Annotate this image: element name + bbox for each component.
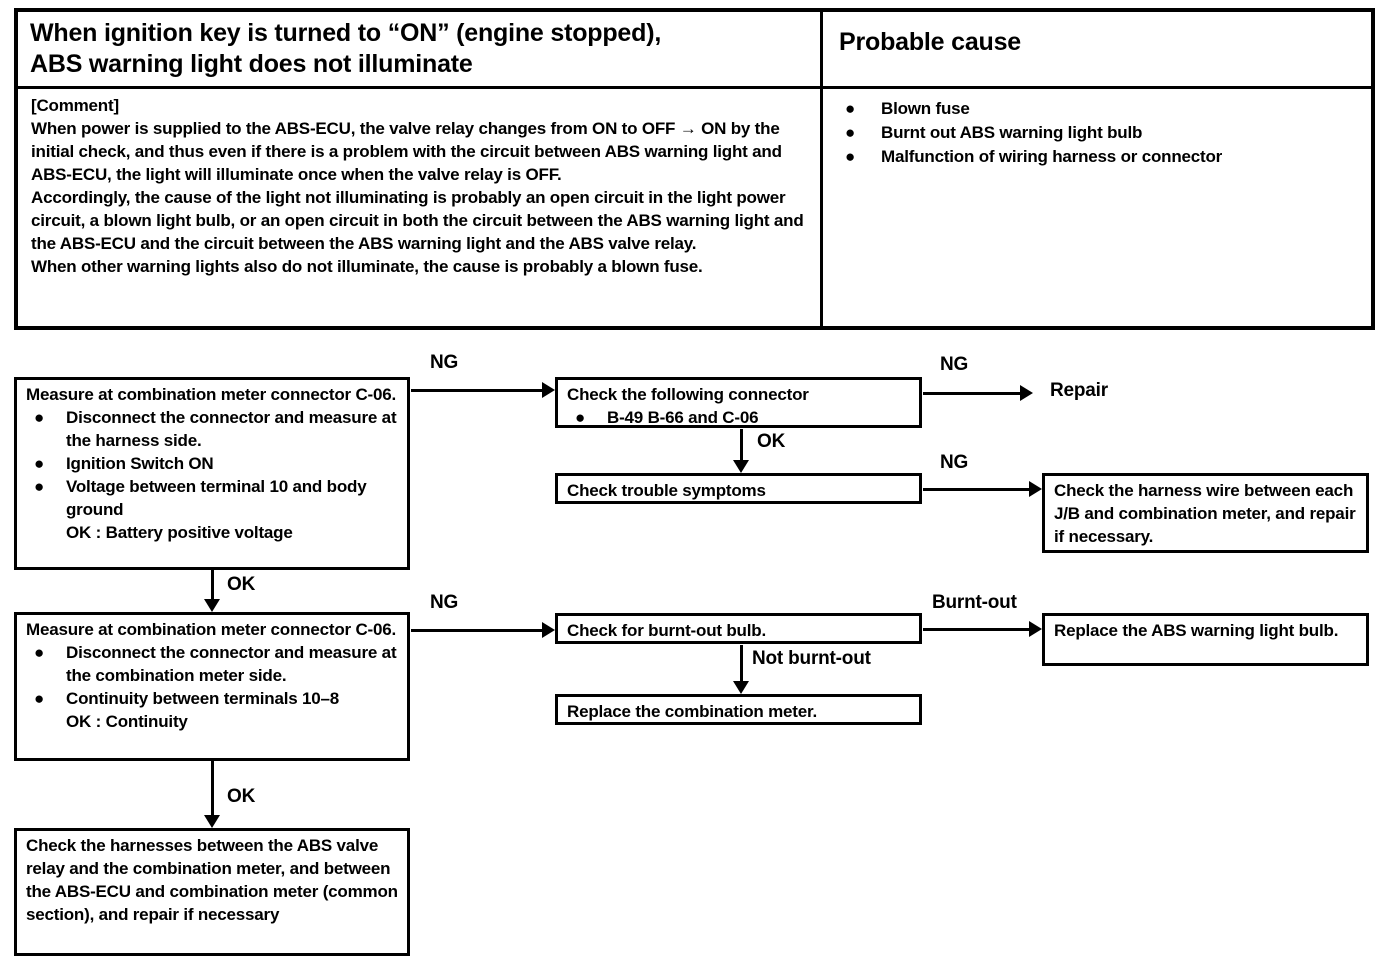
probable-cause-text: Burnt out ABS warning light bulb	[881, 123, 1143, 142]
flow-box-bullet	[26, 687, 398, 710]
bullet-icon: ●	[34, 408, 45, 427]
flow-box-ok-result	[26, 710, 398, 733]
arrow-down-icon	[204, 570, 220, 612]
result-label-burnt-out: Burnt-out	[932, 592, 1017, 613]
ok-result-label: OK	[66, 712, 92, 731]
probable-cause-item	[841, 145, 1363, 169]
probable-cause-list	[823, 89, 1371, 326]
bullet-icon: ●	[34, 477, 45, 496]
bullet-icon: ●	[845, 99, 856, 118]
comment-paragraph: Accordingly, the cause of the light not illuminating is probably an open circuit in the light power circuit, a blown light bulb, or an open circuit in both the circuit between the ABS warning light and the ABS-ECU and the circuit between the ABS warning light and the ABS valve relay.	[31, 188, 804, 253]
flow-box-measure-meter-side	[14, 612, 410, 761]
flow-box-bullet	[26, 475, 398, 521]
result-label-ok: OK	[227, 574, 256, 595]
flow-box-check-trouble-symptoms: Check trouble symptoms	[555, 473, 922, 504]
flow-terminal-repair: Repair	[1050, 380, 1108, 401]
comment-paragraph: When other warning lights also do not illuminate, the cause is probably a blown fuse.	[31, 257, 703, 276]
comment-label: [Comment]	[31, 96, 119, 115]
bullet-icon: ●	[34, 454, 45, 473]
flow-box-check-burnt-out-bulb: Check for burnt-out bulb.	[555, 613, 922, 644]
ok-result-value: : Battery positive voltage	[95, 523, 293, 542]
result-label-not-burnt-out: Not burnt-out	[752, 648, 871, 669]
comment-paragraph: When power is supplied to the ABS-ECU, the valve relay changes from ON to OFF → ON by the initial check, and thus even if there is a problem with the circuit between ABS warning light and ABS-ECU, the light will illuminate once when the valve relay is OFF.	[31, 119, 782, 184]
flow-box-bullet-text: Disconnect the connector and measure at the harness side.	[66, 408, 397, 450]
flow-box-ok-result	[26, 521, 398, 544]
probable-cause-header: Probable cause	[823, 12, 1371, 89]
trouble-symptom-title	[18, 12, 823, 89]
flow-box-title: Check the following connector	[567, 385, 809, 404]
bullet-icon: ●	[575, 408, 586, 427]
probable-cause-text: Malfunction of wiring harness or connector	[881, 147, 1223, 166]
probable-cause-text: Blown fuse	[881, 99, 970, 118]
result-label-ng: NG	[940, 354, 969, 375]
flow-box-check-connector	[555, 377, 922, 428]
arrow-down-icon	[204, 761, 220, 828]
ok-result-value: : Continuity	[95, 712, 188, 731]
diagnosis-table	[14, 8, 1375, 330]
result-label-ng: NG	[430, 592, 459, 613]
flow-box-bullet-text: Continuity between terminals 10–8	[66, 689, 340, 708]
flow-box-check-harnesses: Check the harnesses between the ABS valve relay and the combination meter, and between the ABS-ECU and combination meter (common section), and repair if necessary	[14, 828, 410, 956]
result-label-ng: NG	[940, 452, 969, 473]
flow-box-bullet-text: Disconnect the connector and measure at the combination meter side.	[66, 643, 397, 685]
result-label-ok: OK	[757, 431, 786, 452]
flow-box-title: Measure at combination meter connector C-06.	[26, 620, 397, 639]
flow-box-bullet	[26, 452, 398, 475]
flow-box-bullet-text: Ignition Switch ON	[66, 454, 214, 473]
flow-box-bullet	[26, 406, 398, 452]
trouble-symptom-title-line1: When ignition key is turned to “ON” (engine stopped),	[30, 19, 662, 47]
arrow-down-icon	[733, 645, 749, 694]
arrow-right-icon	[923, 621, 1042, 637]
flow-box-bullet	[567, 406, 910, 429]
flow-box-replace-bulb: Replace the ABS warning light bulb.	[1042, 613, 1369, 666]
bullet-icon: ●	[845, 123, 856, 142]
flow-box-measure-harness-side	[14, 377, 410, 570]
bullet-icon: ●	[845, 147, 856, 166]
arrow-right-icon	[923, 481, 1042, 497]
result-label-ng: NG	[430, 352, 459, 373]
bullet-icon: ●	[34, 689, 45, 708]
flow-box-bullet	[26, 641, 398, 687]
ok-result-label: OK	[66, 523, 92, 542]
flow-box-check-harness-wire: Check the harness wire between each J/B and combination meter, and repair if necessary.	[1042, 473, 1369, 553]
arrow-down-icon	[733, 429, 749, 473]
probable-cause-item	[841, 97, 1363, 121]
bullet-icon: ●	[34, 643, 45, 662]
arrow-right-icon	[923, 385, 1033, 401]
flow-box-bullet-text: B-49 B-66 and C-06	[607, 408, 759, 427]
trouble-symptom-title-line2: ABS warning light does not illuminate	[30, 50, 473, 78]
arrow-right-icon	[411, 622, 555, 638]
probable-cause-item	[841, 121, 1363, 145]
arrow-right-icon	[411, 382, 555, 398]
comment-section	[18, 89, 823, 326]
result-label-ok: OK	[227, 786, 256, 807]
flow-box-bullet-text: Voltage between terminal 10 and body ground	[66, 477, 367, 519]
flow-box-title: Measure at combination meter connector C-06.	[26, 385, 397, 404]
flow-box-replace-combination-meter: Replace the combination meter.	[555, 694, 922, 725]
